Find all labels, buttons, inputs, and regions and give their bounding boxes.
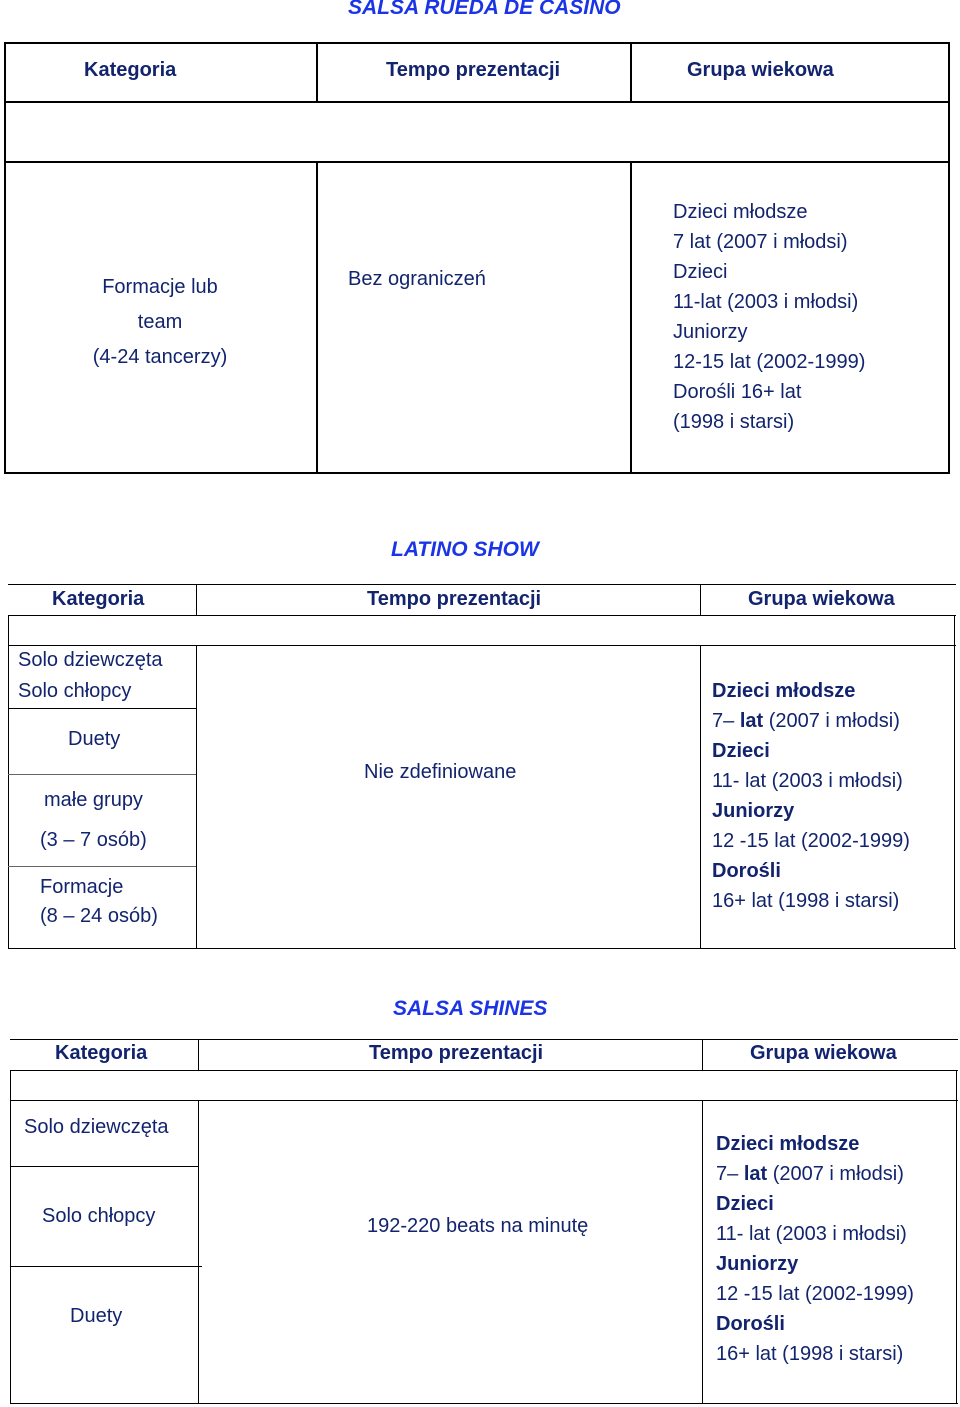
age-detail-c: (2007 i młodsi) — [763, 710, 900, 732]
header-grupa: Grupa wiekowa — [687, 59, 834, 81]
age-label: Juniorzy — [673, 321, 748, 343]
header-kategoria: Kategoria — [84, 59, 177, 81]
category-cell — [40, 270, 280, 375]
header-tempo: Tempo prezentacji — [367, 588, 542, 610]
age-detail: 11-lat (2003 i młodsi) — [673, 291, 859, 313]
age-label: Dzieci młodsze — [712, 680, 856, 702]
category-duets: Duety — [70, 1305, 123, 1327]
age-groups-cell — [716, 1129, 914, 1369]
section-title: SALSA RUEDA DE CASINO — [348, 0, 621, 19]
age-detail-inline: 16+ lat — [740, 381, 802, 403]
age-label: Dorośli — [712, 860, 781, 882]
header-grupa: Grupa wiekowa — [748, 588, 895, 610]
section-title: LATINO SHOW — [391, 538, 539, 561]
age-label: Dorośli — [673, 381, 736, 403]
section-title: SALSA SHINES — [393, 997, 548, 1020]
age-detail: 12 -15 lat (2002-1999) — [716, 1283, 914, 1305]
header-kategoria: Kategoria — [55, 1042, 148, 1064]
age-groups-cell — [712, 676, 910, 916]
category-line: team — [137, 311, 183, 333]
category-solo-boys: Solo chłopcy — [42, 1205, 156, 1227]
tempo-cell: Nie zdefiniowane — [364, 761, 517, 783]
age-detail-a: 7– — [716, 1163, 744, 1185]
age-detail: 7 lat (2007 i młodsi) — [673, 231, 848, 253]
category-small-groups-size: (3 – 7 osób) — [40, 829, 147, 851]
header-grupa: Grupa wiekowa — [750, 1042, 897, 1064]
category-solo-girls: Solo dziewczęta — [18, 649, 163, 671]
age-detail: 12 -15 lat (2002-1999) — [712, 830, 910, 852]
age-row — [673, 377, 865, 407]
age-detail: (1998 i starsi) — [673, 411, 795, 433]
category-line: Formacje lub — [102, 276, 218, 298]
age-label: Dzieci — [712, 740, 770, 762]
age-label: Dzieci — [673, 261, 728, 283]
age-detail: 16+ lat (1998 i starsi) — [712, 890, 900, 912]
category-formations-size: (8 – 24 osób) — [40, 905, 158, 927]
age-detail-c: (2007 i młodsi) — [767, 1163, 904, 1185]
age-detail: 16+ lat (1998 i starsi) — [716, 1343, 904, 1365]
age-detail-a: 7– — [712, 710, 740, 732]
age-label: Juniorzy — [716, 1253, 799, 1275]
age-label: Dorośli — [716, 1313, 785, 1335]
category-line: (4-24 tancerzy) — [92, 346, 228, 368]
age-row — [716, 1159, 914, 1189]
age-label: Dzieci młodsze — [716, 1133, 860, 1155]
header-tempo: Tempo prezentacji — [386, 59, 561, 81]
age-label: Dzieci — [716, 1193, 774, 1215]
category-solo-boys: Solo chłopcy — [18, 680, 132, 702]
age-label: Dzieci młodsze — [673, 201, 808, 223]
tempo-cell: Bez ograniczeń — [348, 268, 486, 290]
age-detail-b: lat — [739, 710, 764, 732]
category-duets: Duety — [68, 728, 121, 750]
age-detail-b: lat — [743, 1163, 768, 1185]
age-detail: 12-15 lat (2002-1999) — [673, 351, 866, 373]
category-small-groups: małe grupy — [44, 789, 143, 811]
tempo-cell: 192-220 beats na minutę — [367, 1215, 589, 1237]
header-tempo: Tempo prezentacji — [369, 1042, 544, 1064]
header-kategoria: Kategoria — [52, 588, 145, 610]
age-groups-cell — [673, 197, 865, 437]
category-formations: Formacje — [40, 876, 124, 898]
category-solo-girls: Solo dziewczęta — [24, 1116, 169, 1138]
age-detail: 11- lat (2003 i młodsi) — [716, 1223, 907, 1245]
age-label: Juniorzy — [712, 800, 795, 822]
age-row — [712, 706, 910, 736]
age-detail: 11- lat (2003 i młodsi) — [712, 770, 903, 792]
